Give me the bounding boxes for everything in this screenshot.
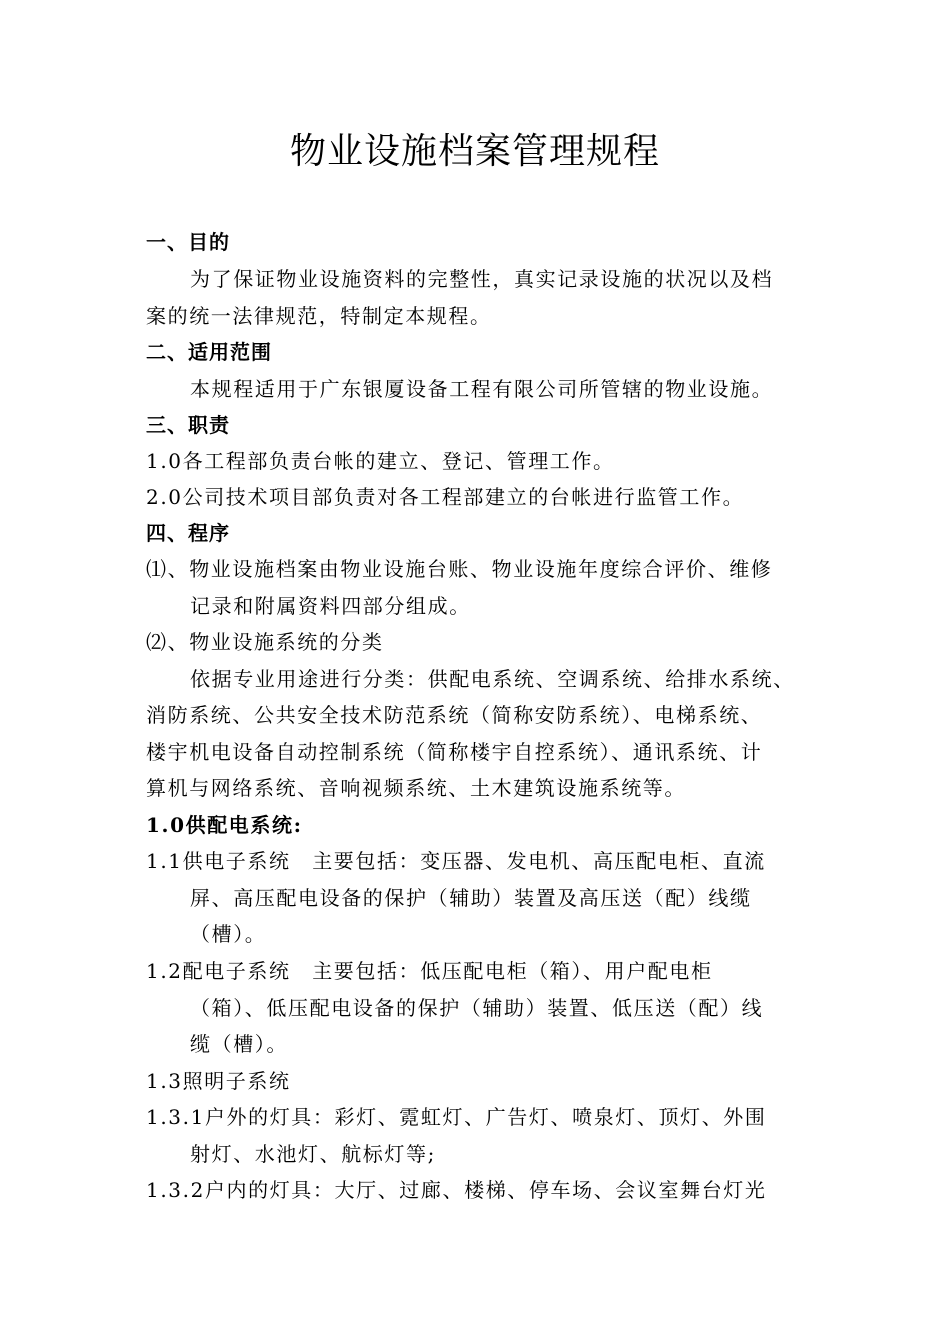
paragraph-line: 1.3.1户外的灯具：彩灯、霓虹灯、广告灯、喷泉灯、顶灯、外围 <box>146 1105 767 1129</box>
paragraph-line: 本规程适用于广东银厦设备工程有限公司所管辖的物业设施。 <box>190 377 774 401</box>
paragraph-line: 1.0各工程部负责台帐的建立、登记、管理工作。 <box>146 449 615 473</box>
paragraph-line: 算机与网络系统、音响视频系统、土木建筑设施系统等。 <box>146 776 686 800</box>
section-heading-scope: 二、适用范围 <box>146 340 272 364</box>
paragraph-line: 为了保证物业设施资料的完整性，真实记录设施的状况以及档 <box>190 267 774 291</box>
paragraph-line: 缆（槽）。 <box>190 1032 288 1056</box>
paragraph-line: 1.1供电子系统 主要包括：变压器、发电机、高压配电柜、直流 <box>146 849 766 873</box>
section-heading-duties: 三、职责 <box>146 413 230 437</box>
paragraph-line: ⑴、物业设施档案由物业设施台账、物业设施年度综合评价、维修 <box>146 557 773 581</box>
paragraph-line: 屏、高压配电设备的保护（辅助）装置及高压送（配）线缆 <box>190 886 752 910</box>
paragraph-line: 依据专业用途进行分类：供配电系统、空调系统、给排水系统、 <box>190 667 795 691</box>
paragraph-line: 记录和附属资料四部分组成。 <box>190 594 471 618</box>
paragraph-line: 楼宇机电设备自动控制系统（简称楼宇自控系统）、通讯系统、计 <box>146 740 763 764</box>
paragraph-line: 1.3.2户内的灯具：大厅、过廊、楼梯、停车场、会议室舞台灯光 <box>146 1178 767 1202</box>
paragraph-line: 案的统一法律规范，特制定本规程。 <box>146 304 492 328</box>
paragraph-line: 射灯、水池灯、航标灯等; <box>190 1142 436 1166</box>
paragraph-line: （槽）。 <box>190 922 267 946</box>
page-title: 物业设施档案管理规程 <box>289 131 660 172</box>
paragraph-line: ⑵、物业设施系统的分类 <box>146 630 384 654</box>
section-heading-procedure: 四、程序 <box>146 521 230 545</box>
paragraph-line: （箱）、低压配电设备的保护（辅助）装置、低压送（配）线 <box>190 996 764 1020</box>
paragraph-line: 1.3照明子系统 <box>146 1069 291 1093</box>
paragraph-line: 1.2配电子系统 主要包括：低压配电柜（箱）、用户配电柜 <box>146 959 713 983</box>
paragraph-line: 消防系统、公共安全技术防范系统（简称安防系统）、电梯系统、 <box>146 703 763 727</box>
section-heading-purpose: 一、目的 <box>146 230 230 254</box>
subsection-heading-power: 1.0供配电系统: <box>146 813 303 837</box>
paragraph-line: 2.0公司技术项目部负责对各工程部建立的台帐进行监管工作。 <box>146 485 745 509</box>
